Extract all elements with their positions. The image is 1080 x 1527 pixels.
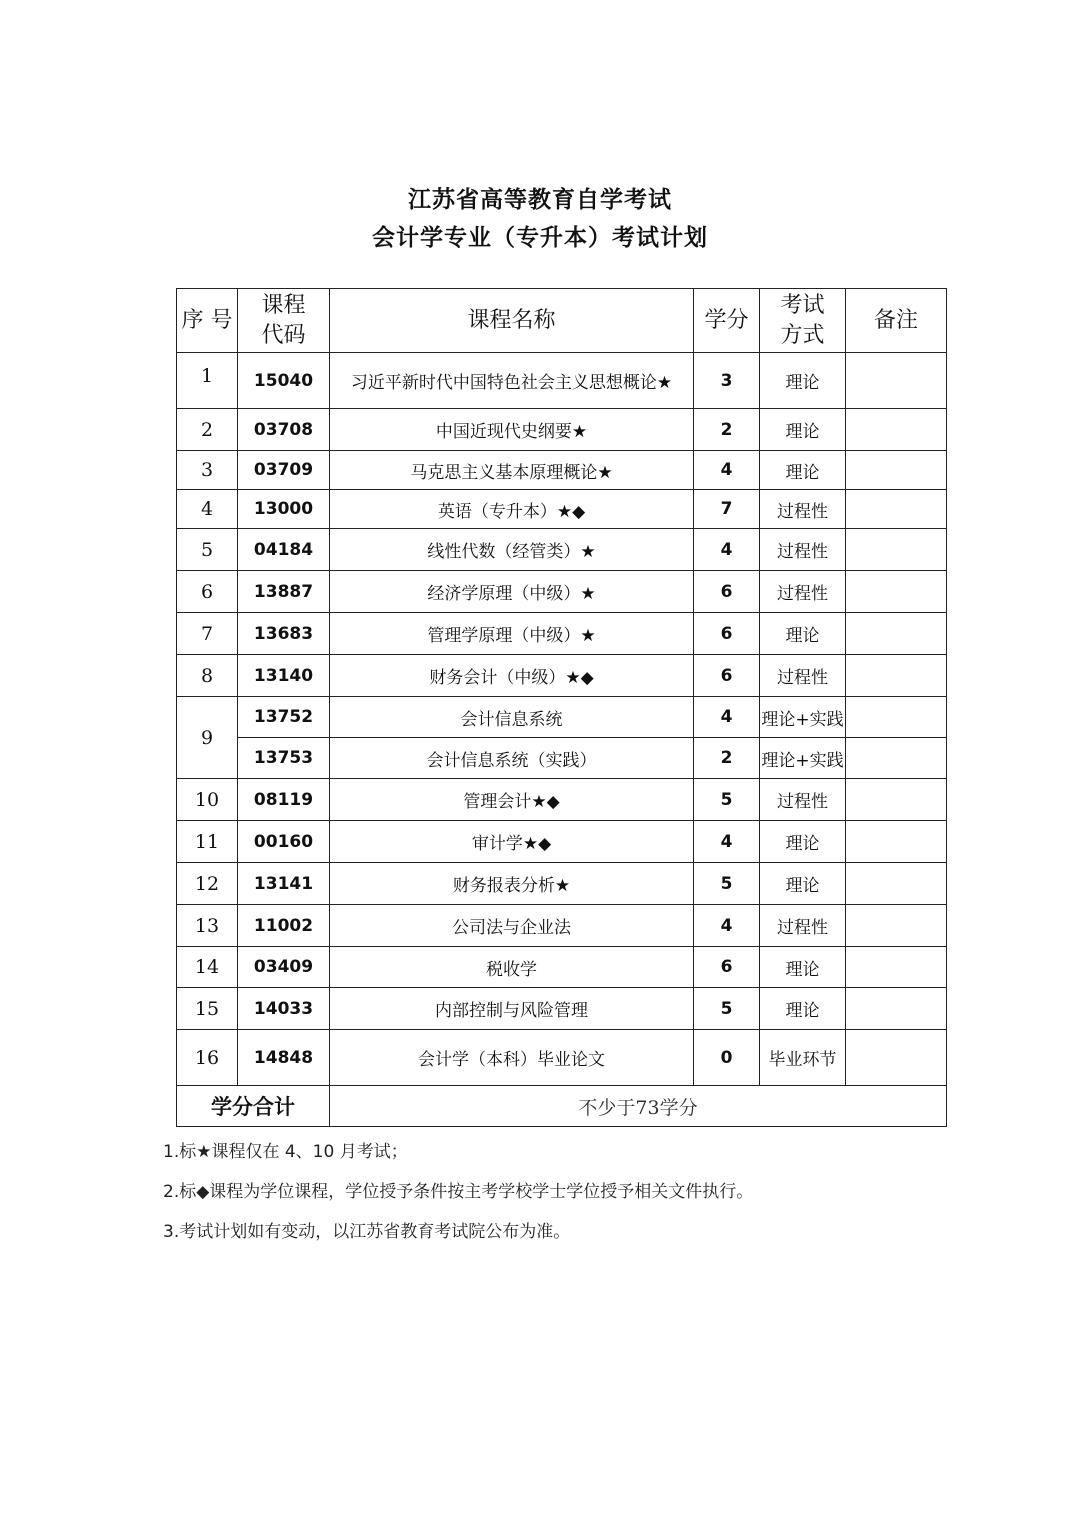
row-seq: 15	[177, 988, 238, 1030]
header-credit: 学分	[694, 289, 760, 353]
row-name: 管理学原理（中级）★	[330, 613, 694, 655]
row-note	[846, 738, 947, 779]
row-name: 会计信息系统（实践）	[330, 738, 694, 779]
row-code: 15040	[238, 353, 330, 409]
row-name: 经济学原理（中级）★	[330, 571, 694, 613]
header-row	[177, 289, 947, 353]
header-method-line1: 考试	[780, 292, 825, 318]
row-name: 内部控制与风险管理	[330, 988, 694, 1030]
row-code: 13141	[238, 863, 330, 905]
row-method: 理论	[760, 613, 846, 655]
row-code: 13753	[238, 738, 330, 779]
header-method	[760, 289, 846, 353]
row-name: 马克思主义基本原理概论★	[330, 451, 694, 490]
row-note	[846, 905, 947, 947]
row-name: 财务会计（中级）★◆	[330, 655, 694, 697]
row-method: 理论+实践	[760, 697, 846, 738]
row-method: 过程性	[760, 779, 846, 821]
row-method: 毕业环节	[760, 1030, 846, 1086]
row-note	[846, 451, 947, 490]
row-method: 过程性	[760, 905, 846, 947]
row-note	[846, 353, 947, 409]
row-credit: 6	[694, 947, 760, 988]
row-method: 理论	[760, 451, 846, 490]
row-note	[846, 1030, 947, 1086]
row-name: 会计学（本科）毕业论文	[330, 1030, 694, 1086]
row-code: 14033	[238, 988, 330, 1030]
row-seq: 5	[177, 529, 238, 571]
row-seq: 8	[177, 655, 238, 697]
header-code	[238, 289, 330, 353]
row-code: 11002	[238, 905, 330, 947]
table-row	[177, 988, 947, 1030]
row-note	[846, 988, 947, 1030]
table-row	[177, 1030, 947, 1086]
table-row	[177, 529, 947, 571]
row-code: 03709	[238, 451, 330, 490]
row-name: 审计学★◆	[330, 821, 694, 863]
row-credit: 4	[694, 697, 760, 738]
row-name: 公司法与企业法	[330, 905, 694, 947]
exam-plan-table	[176, 288, 947, 1127]
header-seq: 序 号	[177, 289, 238, 353]
row-code: 13000	[238, 490, 330, 529]
table-row	[177, 353, 947, 409]
row-seq: 1	[177, 353, 238, 409]
row-method: 理论	[760, 821, 846, 863]
footnote-2: 2.标◆课程为学位课程，学位授予条件按主考学校学士学位授予相关文件执行。	[163, 1182, 754, 1202]
header-method-line2: 方式	[780, 322, 825, 348]
row-credit: 5	[694, 988, 760, 1030]
table-row	[177, 655, 947, 697]
table-row	[177, 571, 947, 613]
row-credit: 2	[694, 409, 760, 451]
row-seq: 9	[177, 697, 238, 779]
row-code: 04184	[238, 529, 330, 571]
row-method: 理论	[760, 863, 846, 905]
row-method: 理论	[760, 353, 846, 409]
row-code: 13887	[238, 571, 330, 613]
row-seq: 10	[177, 779, 238, 821]
row-code: 13140	[238, 655, 330, 697]
row-method: 过程性	[760, 655, 846, 697]
row-seq: 2	[177, 409, 238, 451]
row-seq: 16	[177, 1030, 238, 1086]
row-seq: 12	[177, 863, 238, 905]
row-name: 中国近现代史纲要★	[330, 409, 694, 451]
total-label: 学分合计	[177, 1086, 330, 1127]
row-code: 08119	[238, 779, 330, 821]
row-code: 03409	[238, 947, 330, 988]
row-note	[846, 697, 947, 738]
row-seq: 7	[177, 613, 238, 655]
row-method: 理论	[760, 988, 846, 1030]
row-credit: 4	[694, 529, 760, 571]
row-credit: 5	[694, 779, 760, 821]
row-note	[846, 409, 947, 451]
row-credit: 4	[694, 905, 760, 947]
table-row	[177, 738, 947, 779]
row-credit: 6	[694, 571, 760, 613]
row-credit: 6	[694, 655, 760, 697]
row-credit: 5	[694, 863, 760, 905]
table-row	[177, 409, 947, 451]
row-name: 管理会计★◆	[330, 779, 694, 821]
row-credit: 7	[694, 490, 760, 529]
row-method: 过程性	[760, 529, 846, 571]
table-row	[177, 613, 947, 655]
row-note	[846, 947, 947, 988]
header-code-line1: 课程	[261, 292, 306, 318]
row-code: 13752	[238, 697, 330, 738]
header-name: 课程名称	[330, 289, 694, 353]
row-credit: 3	[694, 353, 760, 409]
header-note: 备注	[846, 289, 947, 353]
row-note	[846, 571, 947, 613]
row-note	[846, 655, 947, 697]
row-seq: 3	[177, 451, 238, 490]
row-code: 03708	[238, 409, 330, 451]
row-name: 线性代数（经管类）★	[330, 529, 694, 571]
table-row	[177, 821, 947, 863]
header-code-line2: 代码	[261, 322, 306, 348]
row-note	[846, 779, 947, 821]
row-method: 理论	[760, 947, 846, 988]
row-note	[846, 529, 947, 571]
row-name: 英语（专升本）★◆	[330, 490, 694, 529]
table-row	[177, 451, 947, 490]
table-row	[177, 947, 947, 988]
table-row	[177, 905, 947, 947]
table-row	[177, 863, 947, 905]
table-row	[177, 490, 947, 529]
row-seq: 14	[177, 947, 238, 988]
row-seq: 13	[177, 905, 238, 947]
row-seq: 6	[177, 571, 238, 613]
row-name: 税收学	[330, 947, 694, 988]
row-method: 过程性	[760, 571, 846, 613]
footnotes	[163, 1140, 963, 1260]
row-note	[846, 490, 947, 529]
row-name: 习近平新时代中国特色社会主义思想概论★	[330, 353, 694, 409]
row-credit: 6	[694, 613, 760, 655]
footnote-3: 3.考试计划如有变动，以江苏省教育考试院公布为准。	[163, 1222, 571, 1242]
footnote-1: 1.标★课程仅在 4、10 月考试；	[163, 1142, 408, 1162]
row-note	[846, 821, 947, 863]
row-code: 13683	[238, 613, 330, 655]
row-credit: 0	[694, 1030, 760, 1086]
row-credit: 4	[694, 821, 760, 863]
row-code: 00160	[238, 821, 330, 863]
row-note	[846, 613, 947, 655]
row-method: 过程性	[760, 490, 846, 529]
row-name: 财务报表分析★	[330, 863, 694, 905]
document-title: 江苏省高等教育自学考试	[408, 187, 672, 213]
row-seq: 4	[177, 490, 238, 529]
row-seq: 11	[177, 821, 238, 863]
row-credit: 2	[694, 738, 760, 779]
row-method: 理论	[760, 409, 846, 451]
row-name: 会计信息系统	[330, 697, 694, 738]
row-credit: 4	[694, 451, 760, 490]
table-row	[177, 697, 947, 738]
row-method: 理论+实践	[760, 738, 846, 779]
row-note	[846, 863, 947, 905]
table-row	[177, 779, 947, 821]
row-code: 14848	[238, 1030, 330, 1086]
document-subtitle: 会计学专业（专升本）考试计划	[372, 225, 708, 251]
total-row	[177, 1086, 947, 1127]
total-value: 不少于73学分	[330, 1086, 947, 1127]
